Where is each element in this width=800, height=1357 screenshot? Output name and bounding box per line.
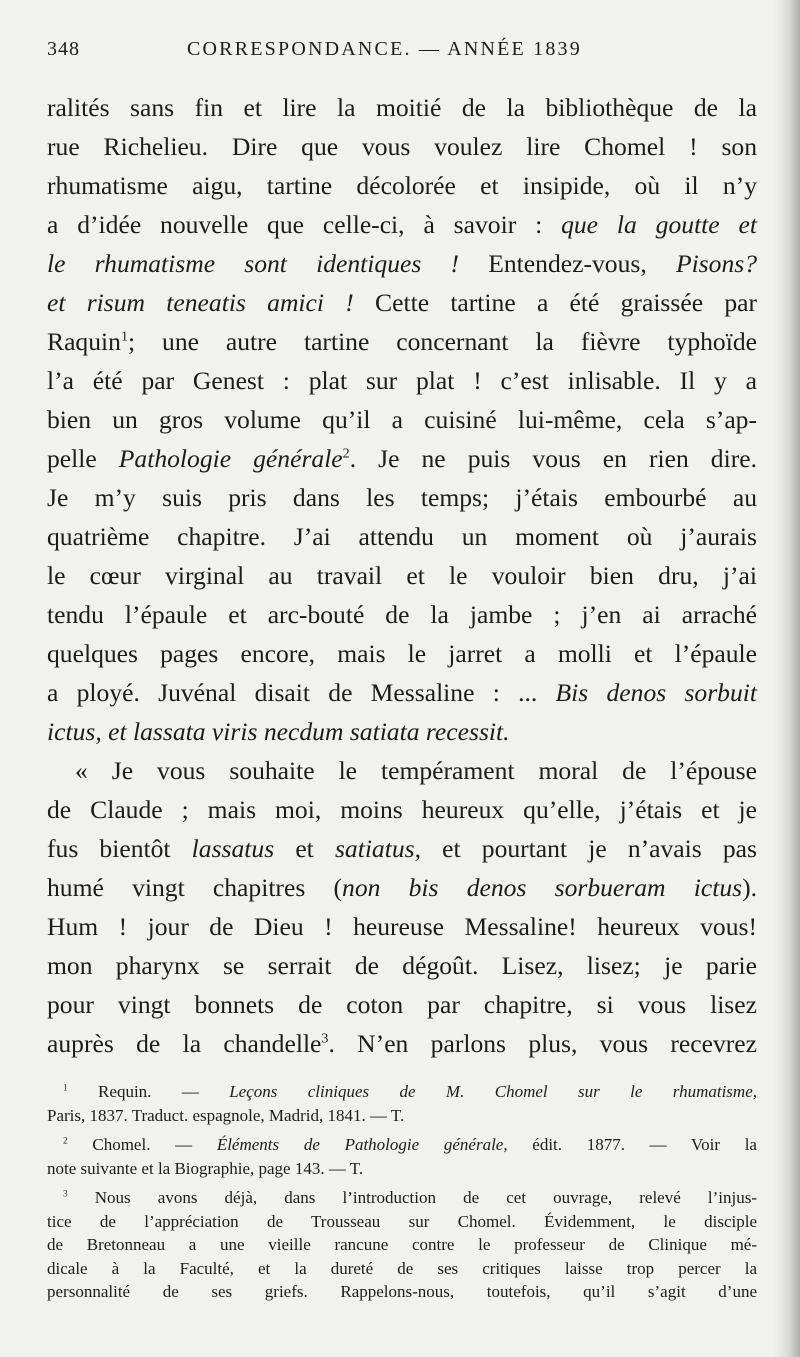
text-run: humé vingt chapitres (: [47, 873, 343, 902]
italic-text: ictus, et lassata viris necdum satiata recessit.: [47, 717, 510, 746]
footnote-marker: 3: [321, 1030, 329, 1047]
footnote-line: [47, 1133, 757, 1157]
text-run: quatrième chapitre. J’ai attendu un moment où j’aurais: [47, 522, 757, 551]
footnote-line: [47, 1233, 757, 1257]
text-run: a d’idée nouvelle que celle-ci, à savoir :: [47, 210, 562, 239]
body-line: [47, 985, 757, 1024]
footnote-line: [47, 1080, 757, 1104]
text-run: ralités sans fin et lire la moitié de la bibliothèque de la: [47, 93, 757, 122]
text-run: Cette tartine a été graissée par: [353, 288, 757, 317]
body-line: [47, 595, 757, 634]
text-run: Hum ! jour de Dieu ! heureuse Messaline! heureux vous!: [47, 912, 757, 941]
page-number: 348: [47, 38, 80, 60]
italic-text: satiatus,: [334, 834, 421, 863]
text-run: rue Richelieu. Dire que vous voulez lire Chomel ! son: [47, 132, 757, 161]
text-run: et: [274, 834, 335, 863]
running-head: CORRESPONDANCE. — ANNÉE 1839: [187, 38, 582, 60]
text-run: et pourtant je n’avais pas: [421, 834, 757, 863]
body-line: [47, 1024, 757, 1063]
body-line: [47, 712, 757, 751]
text-run: Raquin: [47, 327, 121, 356]
footnote-line: [47, 1157, 757, 1181]
text-run: Je m’y suis pris dans les temps; j’étais embourbé au: [47, 483, 757, 512]
italic-text: Pathologie générale: [118, 444, 343, 473]
body-line: [47, 439, 757, 478]
body-line: [47, 868, 757, 907]
text-run: l’a été par Genest : plat sur plat ! c’est inlisable. Il y a: [47, 366, 757, 395]
italic-text: le rhumatisme sont identiques !: [47, 249, 460, 278]
italic-text: que la goutte et: [561, 210, 757, 239]
body-line: [47, 634, 757, 673]
footnote-line: [47, 1186, 757, 1210]
body-line: [47, 751, 757, 790]
body-line: [47, 400, 757, 439]
text-run: tendu l’épaule et arc-bouté de la jambe ; j’en ai arraché: [47, 600, 757, 629]
text-run: de Bretonneau a une vieille rancune contre le professeur de Clinique mé-: [47, 1235, 757, 1254]
footnote-line: [47, 1210, 757, 1234]
body-line: [47, 283, 757, 322]
text-run: note suivante et la Biographie, page 143. — T.: [47, 1158, 364, 1178]
text-run: . N’en parlons plus, vous recevrez: [328, 1029, 758, 1058]
text-run: bien un gros volume qu’il a cuisiné lui-même, cela s’ap-: [47, 405, 757, 434]
text-run: personnalité de ses griefs. Rappelons-nous, toutefois, qu’il s’agit d’une: [47, 1282, 757, 1301]
text-run: tice de l’appréciation de Trousseau sur Chomel. Évidemment, le disciple: [47, 1211, 757, 1231]
italic-text: Bis denos sorbuit: [555, 678, 757, 707]
footnote-marker: 1: [63, 1083, 68, 1094]
italic-text: non bis denos sorbueram ictus: [342, 873, 743, 902]
footnote-line: [47, 1257, 757, 1281]
page-edge-shadow: [774, 0, 800, 1357]
text-run: ; une autre tartine concernant la fièvre typhoïde: [127, 327, 757, 356]
body-line: [47, 517, 757, 556]
text-run: rhumatisme aigu, tartine décolorée et insipide, où il n’y: [47, 171, 757, 200]
text-run: Entendez-vous,: [459, 249, 676, 278]
text-run: pelle: [47, 444, 119, 473]
body-line: [47, 322, 757, 361]
text-run: auprès de la chandelle: [47, 1029, 322, 1058]
footnote-line: [47, 1104, 757, 1128]
footnote-marker: 2: [342, 445, 350, 462]
body-line: [47, 829, 757, 868]
body-line: [47, 166, 757, 205]
text-run: Nous avons déjà, dans l’introduction de cet ouvrage, relevé l’injus-: [67, 1188, 757, 1207]
italic-text: lassatus: [191, 834, 275, 863]
text-run: « Je vous souhaite le tempérament moral de l’épouse: [75, 756, 757, 785]
text-run: quelques pages encore, mais le jarret a molli et l’épaule: [47, 639, 757, 668]
text-run: fus bientôt: [47, 834, 192, 863]
body-text: [47, 88, 757, 1063]
text-run: mon pharynx se serrait de dégoût. Lisez, lisez; je parie: [47, 951, 757, 980]
footnote-line: [47, 1280, 757, 1304]
text-run: a ployé. Juvénal disait de Messaline : ...: [47, 678, 556, 707]
footnotes: [47, 1080, 757, 1304]
body-line: [47, 946, 757, 985]
text-run: Paris, 1837. Traduct. espagnole, Madrid, 1841. — T.: [47, 1105, 405, 1125]
body-line: [47, 673, 757, 712]
footnote-marker: 1: [120, 328, 128, 345]
body-line: [47, 88, 757, 127]
body-line: [47, 244, 757, 283]
body-line: [47, 205, 757, 244]
body-line: [47, 907, 757, 946]
text-run: édit. 1877. — Voir la: [507, 1135, 757, 1154]
text-run: Chomel. —: [67, 1135, 217, 1154]
text-run: ).: [742, 873, 757, 902]
text-run: le cœur virginal au travail et le vouloir bien dru, j’ai: [47, 561, 757, 590]
text-run: dicale à la Faculté, et la dureté de ses critiques laisse trop percer la: [47, 1258, 757, 1278]
page-header: [47, 38, 757, 68]
text-run: . Je ne puis vous en rien dire.: [349, 444, 757, 473]
body-line: [47, 127, 757, 166]
footnote-marker: 2: [63, 1136, 68, 1147]
body-line: [47, 478, 757, 517]
text-run: pour vingt bonnets de coton par chapitre, si vous lisez: [47, 990, 757, 1019]
italic-text: et risum teneatis amici !: [47, 288, 354, 317]
body-line: [47, 361, 757, 400]
footnote-marker: 3: [63, 1189, 68, 1200]
italic-text: Leçons cliniques de M. Chomel sur le rhumatisme,: [229, 1082, 757, 1101]
italic-text: Éléments de Pathologie générale,: [216, 1135, 508, 1154]
body-line: [47, 556, 757, 595]
body-line: [47, 790, 757, 829]
text-run: Requin. —: [67, 1082, 230, 1101]
italic-text: Pisons?: [675, 249, 757, 278]
text-run: de Claude ; mais moi, moins heureux qu’elle, j’étais et je: [47, 795, 757, 824]
